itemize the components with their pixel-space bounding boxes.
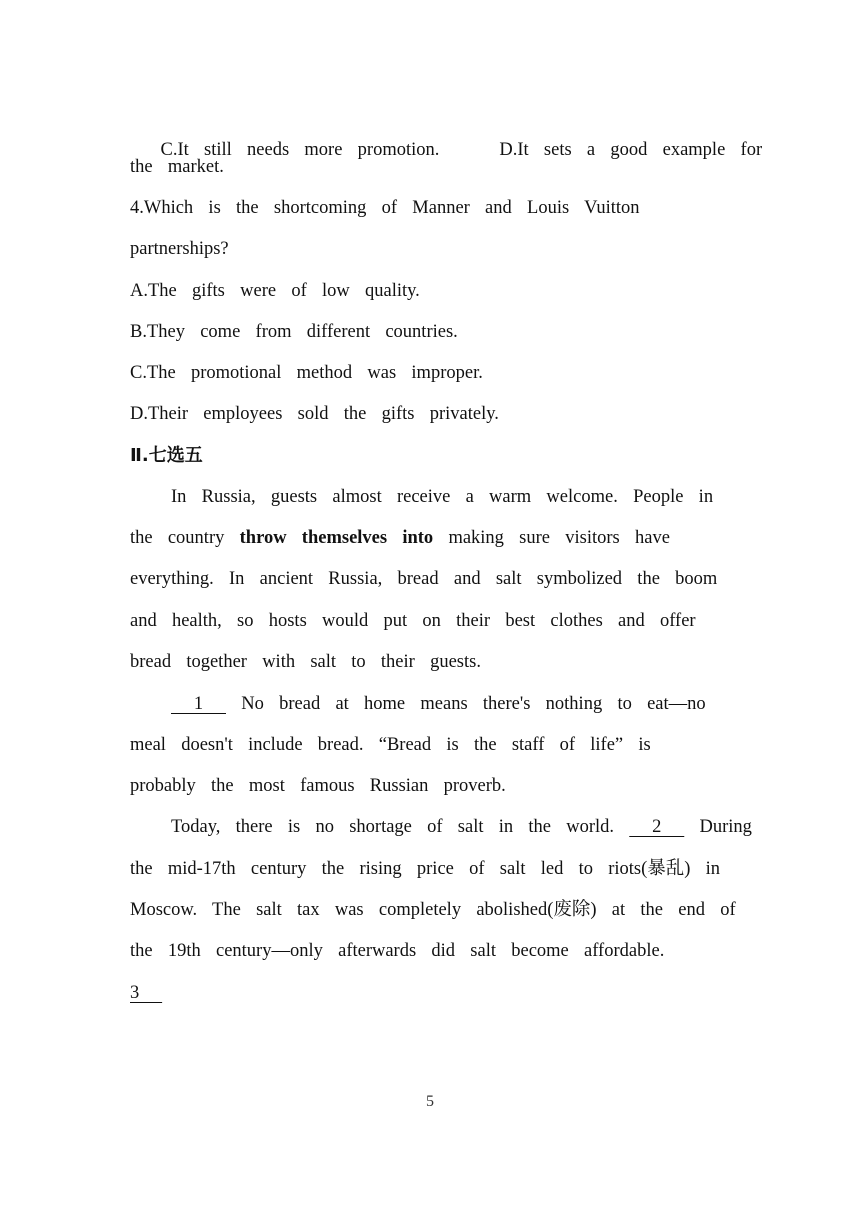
q4-option-d: D.Their employees sold the gifts privately.: [130, 404, 499, 424]
p1-line5: bread together with salt to their guests.: [130, 652, 481, 672]
p3-line2: the mid-17th century the rising price of salt led to riots(暴乱) in: [130, 859, 721, 879]
q3-option-d-continuation: the market.: [130, 157, 224, 177]
blank-1: 1: [171, 694, 226, 714]
p3-line4: the 19th century—only afterwards did salt become affordable.: [130, 941, 665, 961]
page-number: 5: [426, 1093, 434, 1110]
q3-option-c: C.It still needs more promotion.: [160, 140, 440, 160]
p3-line3: Moscow. The salt tax was completely abolished(废除) at the end of: [130, 900, 736, 920]
section-title: Ⅱ.七选五: [130, 445, 203, 466]
q4-option-c: C.The promotional method was improper.: [130, 363, 483, 383]
q4-option-a: A.The gifts were of low quality.: [130, 281, 420, 301]
p1-line2-post: making sure visitors have: [433, 528, 670, 548]
p2-line2: meal doesn't include bread. “Bread is the staff of life” is: [130, 735, 651, 755]
p3-line1-post: During: [684, 817, 752, 837]
p1-line3: everything. In ancient Russia, bread and salt symbolized the boom: [130, 569, 718, 589]
p2-line1: [171, 692, 706, 716]
p3-line1: [171, 815, 752, 839]
p2-line1-post: No bread at home means there's nothing to eat—no: [226, 694, 706, 714]
q3-option-c-d-line: [130, 114, 762, 186]
p1-line1: In Russia, guests almost receive a warm welcome. People in: [171, 487, 714, 507]
p1-line2: [130, 526, 670, 550]
q4-stem-line1: 4.Which is the shortcoming of Manner and Louis Vuitton: [130, 198, 640, 218]
blank-2: 2: [629, 817, 685, 837]
q4-stem-line2: partnerships?: [130, 239, 229, 259]
q4-option-b: B.They come from different countries.: [130, 322, 458, 342]
q3-option-d: D.It sets a good example for: [499, 140, 763, 160]
p2-line3: probably the most famous Russian proverb.: [130, 776, 506, 796]
p4-line1: [130, 981, 162, 1005]
p1-line2-pre: the country: [130, 528, 240, 548]
blank-3: 3: [130, 983, 163, 1003]
p3-line1-pre: Today, there is no shortage of salt in the world.: [171, 817, 630, 837]
p1-bold-phrase: throw themselves into: [239, 528, 434, 548]
p1-line4: and health, so hosts would put on their best clothes and offer: [130, 611, 696, 631]
